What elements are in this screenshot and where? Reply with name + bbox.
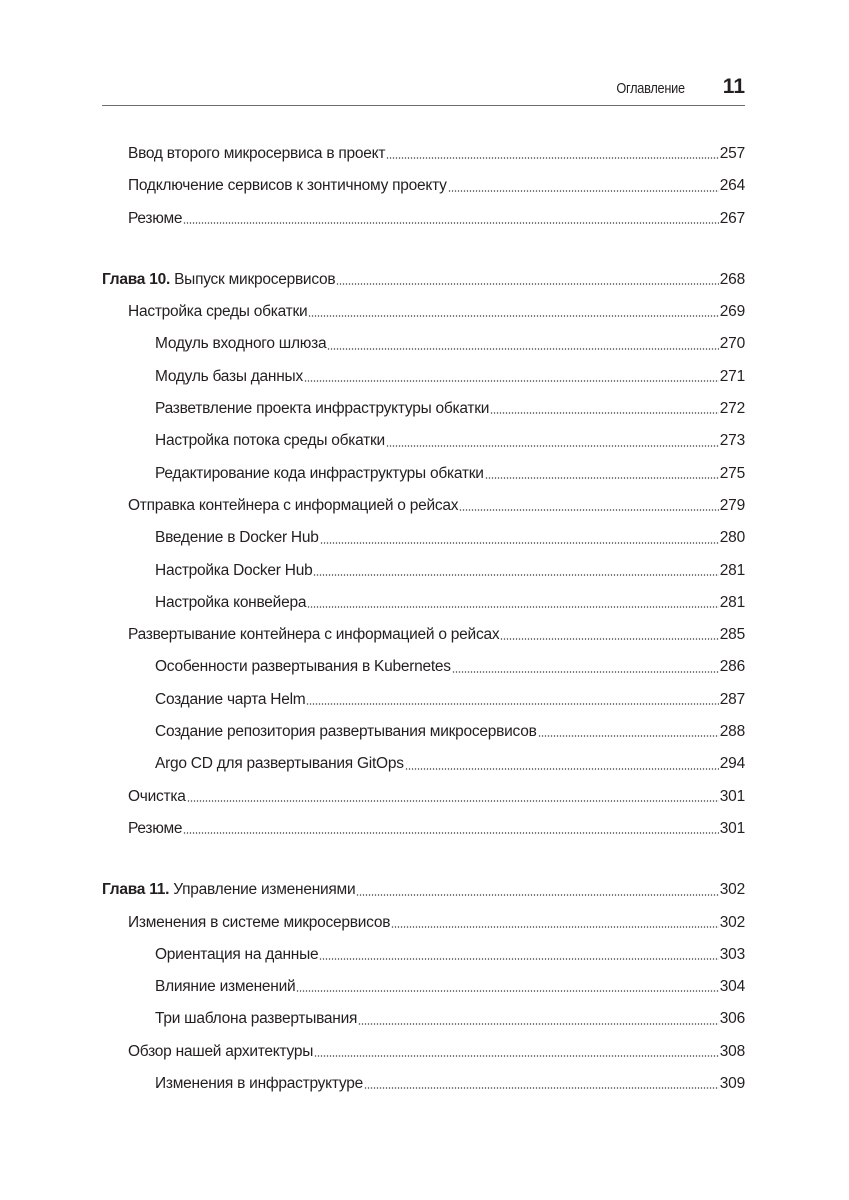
toc-entry-page: 279 (719, 496, 745, 514)
toc-entry[interactable] (102, 425, 745, 457)
table-of-contents (102, 138, 745, 1100)
toc-entry-page: 309 (719, 1075, 745, 1093)
dot-leader (500, 638, 718, 640)
chapter-name: Управление изменениями (169, 881, 356, 899)
toc-entry-title: Изменения в инфраструктуре (155, 1075, 363, 1093)
toc-entry[interactable] (102, 971, 745, 1003)
dot-leader (386, 157, 719, 159)
dot-leader (358, 1023, 719, 1025)
toc-entry[interactable] (102, 522, 745, 554)
toc-entry-page: 301 (719, 787, 745, 805)
toc-entry[interactable] (102, 907, 745, 939)
toc-entry-title: Настройка среды обкатки (128, 303, 308, 321)
dot-leader (364, 1087, 719, 1089)
section-gap (102, 235, 745, 264)
toc-entry-title: Модуль входного шлюза (155, 335, 327, 353)
toc-entry-title: Введение в Docker Hub (155, 529, 319, 547)
toc-entry-title: Влияние изменений (155, 978, 296, 996)
dot-leader (336, 283, 718, 285)
toc-entry[interactable] (102, 555, 745, 587)
dot-leader (485, 477, 719, 479)
toc-entry[interactable] (102, 587, 745, 619)
dot-leader (538, 735, 719, 737)
toc-chapter-11[interactable] (102, 874, 745, 906)
toc-entry-page: 288 (719, 723, 745, 741)
dot-leader (490, 412, 719, 414)
toc-entry-page: 280 (719, 529, 745, 547)
dot-leader (320, 542, 719, 544)
chapter-name: Выпуск микросервисов (170, 270, 336, 288)
toc-entry-page: 287 (719, 690, 745, 708)
toc-entry-title: Настройка Docker Hub (155, 561, 313, 579)
toc-entry-title: Особенности развертывания в Kubernetes (155, 658, 451, 676)
toc-entry-title: Ориентация на данные (155, 945, 319, 963)
toc-entry[interactable] (102, 748, 745, 780)
dot-leader (314, 1055, 719, 1057)
dot-leader (183, 222, 718, 224)
toc-entry[interactable] (102, 393, 745, 425)
toc-entry[interactable] (102, 296, 745, 328)
toc-entry-title: Развертывание контейнера с информацией о рейсах (128, 626, 500, 644)
toc-entry-page: 268 (719, 270, 745, 288)
toc-entry-page: 267 (719, 209, 745, 227)
toc-entry-title: Argo CD для развертывания GitOps (155, 755, 404, 773)
toc-entry-page: 281 (719, 593, 745, 611)
toc-entry[interactable] (102, 328, 745, 360)
toc-entry-page: 281 (719, 561, 745, 579)
toc-entry-title: Модуль базы данных (155, 367, 303, 385)
dot-leader (391, 926, 719, 928)
toc-chapter-10[interactable] (102, 264, 745, 296)
toc-entry[interactable] (102, 361, 745, 393)
toc-entry[interactable] (102, 458, 745, 490)
page-number: 11 (722, 75, 745, 98)
dot-leader (306, 703, 718, 705)
dot-leader (319, 958, 718, 960)
dot-leader (313, 574, 718, 576)
toc-chapter-title (102, 264, 335, 296)
dot-leader (304, 380, 719, 382)
dot-leader (356, 894, 718, 896)
toc-entry-title: Очистка (128, 787, 186, 805)
running-header (102, 72, 745, 106)
toc-entry[interactable] (102, 684, 745, 716)
toc-entry-title: Создание чарта Helm (155, 690, 306, 708)
chapter-prefix: Глава 11. (102, 881, 170, 899)
section-gap (102, 845, 745, 874)
toc-entry-title: Три шаблона развертывания (155, 1010, 358, 1028)
toc-entry-page: 271 (719, 367, 745, 385)
toc-entry-page: 302 (719, 913, 745, 931)
toc-entry-title: Настройка потока среды обкатки (155, 432, 385, 450)
section-title: Оглавление (616, 81, 685, 97)
toc-entry-page: 286 (719, 658, 745, 676)
toc-entry[interactable] (102, 1068, 745, 1100)
toc-entry[interactable] (102, 619, 745, 651)
toc-entry-page: 273 (719, 432, 745, 450)
dot-leader (187, 800, 719, 802)
dot-leader (307, 606, 719, 608)
dot-leader (308, 315, 718, 317)
toc-entry-page: 272 (719, 400, 745, 418)
toc-entry[interactable] (102, 1003, 745, 1035)
toc-entry-page: 264 (719, 177, 745, 195)
dot-leader (327, 348, 718, 350)
toc-entry-page: 306 (719, 1010, 745, 1028)
toc-entry-title: Редактирование кода инфраструктуры обкатки (155, 464, 484, 482)
toc-entry[interactable] (102, 716, 745, 748)
toc-entry-page: 294 (719, 755, 745, 773)
toc-entry[interactable] (102, 781, 745, 813)
toc-entry[interactable] (102, 939, 745, 971)
toc-entry-page: 308 (719, 1042, 745, 1060)
toc-entry[interactable] (102, 1036, 745, 1068)
toc-entry-page: 270 (719, 335, 745, 353)
toc-entry-title: Отправка контейнера с информацией о рейсах (128, 496, 459, 514)
dot-leader (405, 768, 719, 770)
toc-entry[interactable] (102, 490, 745, 522)
toc-entry[interactable] (102, 203, 745, 235)
chapter-prefix: Глава 10. (102, 270, 171, 288)
toc-entry-title: Изменения в системе микросервисов (128, 913, 391, 931)
dot-leader (448, 190, 719, 192)
toc-entry-page: 269 (719, 303, 745, 321)
dot-leader (296, 990, 718, 992)
toc-entry-title: Ввод второго микросервиса в проект (128, 145, 386, 162)
toc-entry-page: 257 (719, 145, 745, 162)
toc-entry-page: 285 (719, 626, 745, 644)
toc-entry-page: 302 (719, 881, 745, 899)
dot-leader (183, 832, 718, 834)
toc-entry-page: 304 (719, 978, 745, 996)
dot-leader (452, 671, 719, 673)
dot-leader (386, 445, 719, 447)
toc-entry-page: 301 (719, 819, 745, 837)
toc-entry[interactable] (102, 138, 745, 170)
toc-entry-title: Резюме (128, 209, 183, 227)
toc-entry[interactable] (102, 651, 745, 683)
dot-leader (459, 509, 718, 511)
toc-entry-page: 303 (719, 945, 745, 963)
toc-entry-title: Резюме (128, 819, 183, 837)
toc-chapter-title (102, 874, 355, 906)
toc-entry-title: Разветвление проекта инфраструктуры обкатки (155, 400, 490, 418)
toc-entry[interactable] (102, 170, 745, 202)
toc-entry-page: 275 (719, 464, 745, 482)
toc-entry-title: Подключение сервисов к зонтичному проекту (128, 177, 447, 195)
toc-entry-title: Обзор нашей архитектуры (128, 1042, 314, 1060)
toc-entry-title: Создание репозитория развертывания микросервисов (155, 723, 537, 741)
toc-entry[interactable] (102, 813, 745, 845)
toc-entry-title: Настройка конвейера (155, 593, 307, 611)
